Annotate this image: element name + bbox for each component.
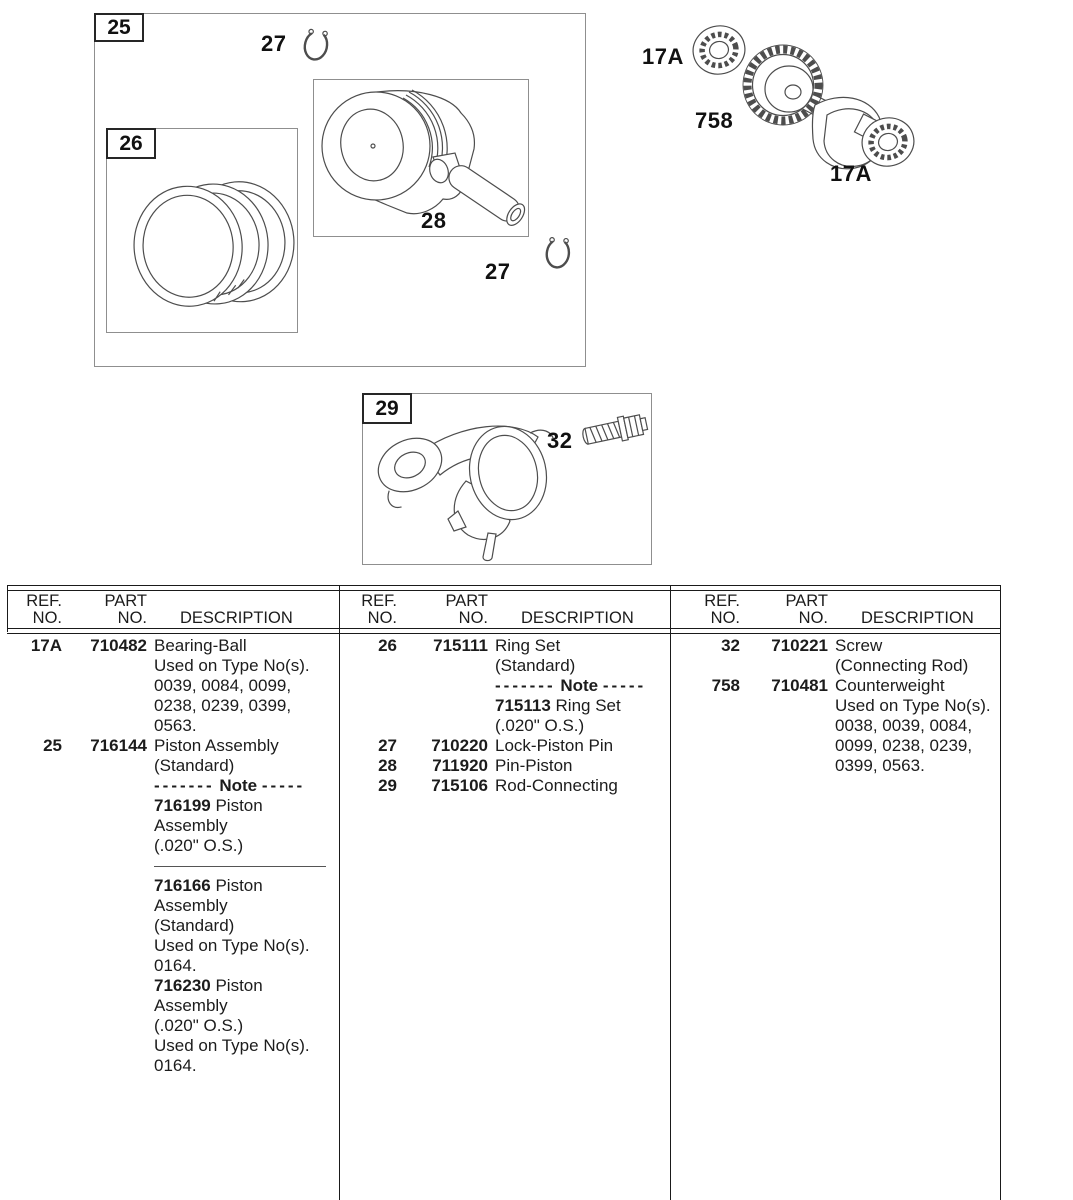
desc-line: 716230 Piston bbox=[154, 976, 263, 995]
desc-line: ------- Note ----- bbox=[495, 676, 647, 695]
callout-28: 28 bbox=[421, 208, 447, 233]
desc-line: Counterweight bbox=[835, 676, 945, 695]
table-right-border bbox=[1000, 585, 1001, 1200]
desc-line: Piston Assembly bbox=[154, 736, 279, 755]
part-no: 715111 bbox=[433, 636, 488, 655]
part-no: 710481 bbox=[771, 676, 828, 695]
part-no: 716144 bbox=[90, 736, 147, 755]
part-no: 710221 bbox=[771, 636, 828, 655]
callout-27-bottom: 27 bbox=[485, 259, 511, 284]
ref-no-header: REF. NO. bbox=[704, 592, 740, 627]
figure-tag-29-label: 29 bbox=[375, 396, 399, 420]
part-description bbox=[154, 636, 339, 736]
figure-tag-26-label: 26 bbox=[119, 131, 143, 155]
ref-no-header: REF. NO. bbox=[361, 592, 397, 627]
desc-line: Rod-Connecting bbox=[495, 776, 618, 795]
callout-27-top: 27 bbox=[261, 31, 287, 56]
counterweight-figure bbox=[655, 13, 945, 193]
desc-line: Assembly bbox=[154, 896, 228, 915]
desc-line: 0399, 0563. bbox=[835, 756, 925, 775]
ref-no: 17A bbox=[30, 636, 62, 655]
callout-17a-top: 17A bbox=[642, 44, 684, 69]
parts-rows bbox=[339, 624, 670, 796]
ref-no: 29 bbox=[378, 776, 397, 795]
retaining-ring-bottom-icon bbox=[536, 231, 576, 279]
table-header bbox=[670, 585, 1000, 627]
desc-line: 716199 Piston bbox=[154, 796, 263, 815]
desc-line: (Standard) bbox=[154, 916, 235, 935]
part-description bbox=[495, 736, 670, 756]
part-no: 710482 bbox=[90, 636, 147, 655]
desc-line: 715113 Ring Set bbox=[495, 696, 621, 715]
part-row bbox=[339, 756, 670, 776]
parts-column-1 bbox=[7, 585, 339, 1200]
desc-line: Assembly bbox=[154, 996, 228, 1015]
desc-line: (Standard) bbox=[154, 756, 235, 775]
desc-line: 716166 Piston bbox=[154, 876, 263, 895]
ref-no: 28 bbox=[378, 756, 397, 775]
part-no: 711920 bbox=[432, 756, 488, 775]
part-no: 715106 bbox=[431, 776, 488, 795]
desc-line: Used on Type No(s). bbox=[154, 936, 310, 955]
desc-line: (.020" O.S.) bbox=[495, 716, 585, 735]
desc-line: Lock-Piston Pin bbox=[495, 736, 614, 755]
callout-17a-bottom: 17A bbox=[830, 161, 872, 186]
ref-no: 27 bbox=[378, 736, 397, 755]
description-header: DESCRIPTION bbox=[521, 608, 634, 627]
desc-line: Used on Type No(s). bbox=[154, 656, 310, 675]
desc-line: 0164. bbox=[154, 956, 197, 975]
desc-line: 0038, 0039, 0084, bbox=[835, 716, 973, 735]
ref-no: 26 bbox=[378, 636, 397, 655]
part-row bbox=[339, 636, 670, 736]
description-header: DESCRIPTION bbox=[180, 608, 293, 627]
figure-tag-25-label: 25 bbox=[107, 15, 131, 39]
parts-rows bbox=[7, 624, 339, 1076]
rod-screw-figure bbox=[576, 400, 656, 455]
desc-line: Assembly bbox=[154, 816, 228, 835]
part-row bbox=[7, 636, 339, 736]
desc-line: (Standard) bbox=[495, 656, 576, 675]
ref-no: 25 bbox=[43, 736, 62, 755]
description-separator-rule bbox=[154, 866, 326, 867]
piston-rings-figure bbox=[106, 128, 296, 331]
desc-line: 0039, 0084, 0099, bbox=[154, 676, 292, 695]
desc-line: Used on Type No(s). bbox=[154, 1036, 310, 1055]
part-description bbox=[495, 776, 670, 796]
table-header bbox=[339, 585, 670, 627]
callout-32: 32 bbox=[547, 428, 573, 453]
part-row bbox=[670, 636, 1000, 676]
desc-line: (.020" O.S.) bbox=[154, 836, 244, 855]
parts-rows bbox=[670, 624, 1000, 776]
figure-tag-25 bbox=[94, 13, 144, 42]
ref-no-header: REF. NO. bbox=[26, 592, 62, 627]
table-header bbox=[7, 585, 339, 627]
desc-line: Bearing-Ball bbox=[154, 636, 247, 655]
ref-no: 758 bbox=[711, 676, 740, 695]
desc-line: Used on Type No(s). bbox=[835, 696, 991, 715]
desc-line: 0563. bbox=[154, 716, 197, 735]
desc-line: 0099, 0238, 0239, bbox=[835, 736, 973, 755]
desc-line: (Connecting Rod) bbox=[835, 656, 969, 675]
part-no-header: PART NO. bbox=[104, 592, 147, 627]
desc-line: 0238, 0239, 0399, bbox=[154, 696, 292, 715]
part-row bbox=[339, 776, 670, 796]
desc-line: Pin-Piston bbox=[495, 756, 573, 775]
desc-line: Screw bbox=[835, 636, 883, 655]
ref-no: 32 bbox=[721, 636, 740, 655]
part-no: 710220 bbox=[431, 736, 488, 755]
desc-line: (.020" O.S.) bbox=[154, 1016, 244, 1035]
part-description bbox=[154, 736, 339, 1076]
part-no-header: PART NO. bbox=[445, 592, 488, 627]
piston-figure bbox=[313, 79, 527, 235]
parts-column-3 bbox=[670, 585, 1000, 1200]
part-row bbox=[7, 736, 339, 1076]
desc-line: Ring Set bbox=[495, 636, 561, 655]
description-header: DESCRIPTION bbox=[861, 608, 974, 627]
part-description bbox=[495, 756, 670, 776]
parts-column-2 bbox=[339, 585, 670, 1200]
part-row bbox=[339, 736, 670, 756]
part-description bbox=[495, 636, 670, 736]
desc-line: 0164. bbox=[154, 1056, 197, 1075]
part-description bbox=[835, 636, 1000, 676]
part-description bbox=[835, 676, 1000, 776]
part-row bbox=[670, 676, 1000, 776]
callout-758: 758 bbox=[695, 108, 734, 133]
part-no-header: PART NO. bbox=[785, 592, 828, 627]
desc-line: ------- Note ----- bbox=[154, 776, 306, 795]
